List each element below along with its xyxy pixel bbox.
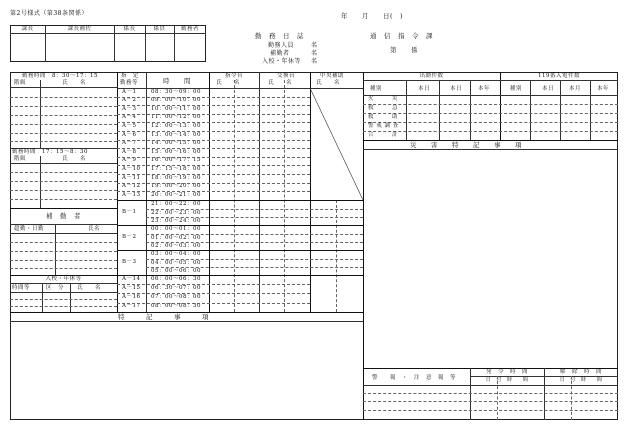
approval-col-worker: 勤務者	[180, 26, 199, 32]
schedule-code: A－10	[122, 165, 141, 172]
alert-clear-header: 解 除 時 間	[559, 369, 602, 375]
schedule-code: A－17	[122, 303, 141, 310]
staff-assist-unit: 名	[311, 50, 318, 57]
notes-area[interactable]	[11, 322, 362, 419]
b1-code: B－1	[122, 209, 137, 215]
schedule-time: 08：00〜08：30	[151, 303, 201, 310]
assist-name-header: 氏名	[88, 226, 101, 232]
disaster-notes-area[interactable]	[364, 150, 617, 367]
schedule-time: 08：30〜09：00	[151, 88, 201, 95]
schedule-time: 19：00〜20：00	[151, 183, 201, 190]
staff-leave-unit: 名	[311, 58, 318, 65]
schedule-cmd-name: 氏 名	[216, 80, 241, 86]
b3-time-3: 05：00〜06：00	[151, 268, 201, 274]
dispatch-row-patrol: 警 戒 調 査	[368, 123, 399, 129]
schedule-center-name: 氏 名	[316, 80, 341, 86]
schedule-time: 14：00〜15：00	[151, 140, 201, 147]
schedule-code: A－1	[122, 88, 137, 95]
date-field[interactable]: 年 月 日( )	[341, 12, 404, 20]
schedule-code: A－12	[122, 183, 141, 190]
notes-label: 特 記 事 項	[118, 313, 209, 321]
schedule-center-header: 中央補助	[320, 73, 345, 79]
staff-assist-label: 補勤者	[270, 50, 290, 57]
staff-on-duty-unit: 名	[311, 42, 318, 49]
calls119-col-type: 種別	[510, 86, 523, 92]
schedule-duty-header-2: 勤務等	[120, 80, 139, 86]
alert-label: 警 報 ・ 注 意 報 等	[372, 375, 457, 381]
section: 第 係	[390, 46, 418, 54]
b1-time-3: 23：00〜24：00	[151, 218, 201, 224]
b2-code: B－2	[122, 234, 137, 240]
schedule-code: A－16	[122, 293, 141, 300]
alert-clear-sub: 日 付 時 間	[559, 377, 603, 383]
assist-type-header: 超勤・日勤	[14, 226, 45, 232]
schedule-time: 10：00〜11：00	[151, 105, 201, 112]
calls119-col-month: 本月	[569, 86, 582, 92]
day-duty-time: 勤務時間 8：30〜17：15	[22, 73, 98, 79]
schedule-time: 13：00〜14：00	[151, 131, 201, 138]
schedule-code: A－3	[122, 105, 137, 112]
schedule-time-header: 時 間	[163, 77, 191, 85]
form-number: 第2号様式（第38条関係）	[10, 10, 88, 17]
day-rank-header: 階級	[14, 80, 27, 86]
schedule-time: 06：30〜07：00	[151, 284, 201, 291]
schedule-time: 07：00〜08：00	[151, 293, 201, 300]
schedule-xfer-name: 氏 名	[268, 80, 293, 86]
schedule-code: A－14	[122, 275, 141, 282]
calls119-title: 119番入電件数	[538, 73, 580, 79]
b2-time-1: 00：00〜01：00	[151, 226, 201, 232]
department: 通 信 指 令 課	[370, 32, 433, 40]
dispatch-col-section: 本日	[450, 86, 463, 92]
schedule-xfer-header: 交換台	[277, 73, 296, 79]
schedule-time: 06：00〜06：30	[151, 275, 201, 282]
dispatch-col-office: 本日	[418, 86, 431, 92]
staff-leave-label: 入校・年休等	[262, 58, 302, 65]
schedule-code: A－9	[122, 157, 137, 164]
b3-code: B－3	[122, 259, 137, 265]
approval-col-chief: 課長	[21, 26, 34, 32]
b2-time-3: 02：00〜03：00	[151, 243, 201, 249]
page-title: 勤 務 日 誌	[255, 32, 304, 40]
center-diagonal	[310, 88, 363, 200]
schedule-code: A－8	[122, 148, 137, 155]
b1-time-2: 22：00〜23：00	[151, 210, 201, 216]
approval-col-subsection: 係長	[123, 26, 136, 32]
approval-col-staff: 係員	[153, 26, 166, 32]
night-name-header: 氏 名	[62, 156, 87, 162]
schedule-code: A－6	[122, 131, 137, 138]
dispatch-row-ambulance: 救 急	[368, 105, 399, 111]
leave-name-header: 氏 名	[77, 285, 102, 291]
schedule-time: 18：00〜19：00	[151, 174, 201, 181]
schedule-code: A－13	[122, 191, 141, 198]
staff-on-duty-label: 勤務人員	[268, 42, 295, 49]
leave-category-header: 区 分	[46, 285, 65, 291]
dispatch-row-fire: 火 災	[368, 96, 399, 102]
calls119-col-day: 本日	[542, 86, 555, 92]
approval-col-assistant: 課長補佐	[67, 26, 92, 32]
schedule-time: 12：00〜13：00	[151, 122, 201, 129]
schedule-code: A－15	[122, 284, 141, 291]
alert-issue-sub: 日 付 時 間	[485, 377, 529, 383]
schedule-code: A－11	[122, 174, 141, 181]
dispatch-row-rescue: 救 助	[368, 114, 399, 120]
schedule-code: A－4	[122, 114, 137, 121]
disaster-label: 災 害 特 記 事 項	[410, 141, 522, 149]
calls119-col-year: 本年	[597, 86, 610, 92]
leave-title: 入校・年休等	[45, 276, 82, 282]
b1-time-1: 21：00〜22：00	[151, 201, 201, 207]
alert-issue-header: 発 令 時 間	[485, 369, 528, 375]
dispatch-title: 出動件数	[419, 73, 444, 79]
schedule-time: 16：00〜17：15	[151, 157, 201, 164]
b3-time-2: 04：00〜05：00	[151, 260, 201, 266]
day-name-header: 氏 名	[62, 80, 87, 86]
b3-time-1: 03：00〜04：00	[151, 251, 201, 257]
leave-hours-header: 時間等	[12, 285, 31, 291]
dispatch-col-year: 本年	[478, 86, 491, 92]
schedule-cmd-header: 指令台	[225, 73, 244, 79]
schedule-time: 15：00〜16：00	[151, 148, 201, 155]
schedule-time: 11：00〜12：00	[151, 114, 201, 121]
dispatch-row-total: 合 計	[368, 132, 399, 138]
assist-title: 補 勤 者	[46, 212, 81, 220]
night-rank-header: 階級	[14, 156, 27, 162]
schedule-duty-header-1: 指 定	[121, 73, 140, 79]
schedule-time: 09：00〜10：00	[151, 97, 201, 104]
schedule-code: A－5	[122, 122, 137, 129]
b2-time-2: 01：00〜02：00	[151, 235, 201, 241]
dispatch-col-type: 種別	[370, 86, 383, 92]
schedule-code: A－2	[122, 97, 137, 104]
night-duty-time: 勤務時間 17：15〜8：30	[12, 149, 88, 155]
schedule-code: A－7	[122, 140, 137, 147]
schedule-time: 17：15〜18：00	[151, 165, 201, 172]
schedule-time: 20：00〜21：00	[151, 191, 201, 198]
